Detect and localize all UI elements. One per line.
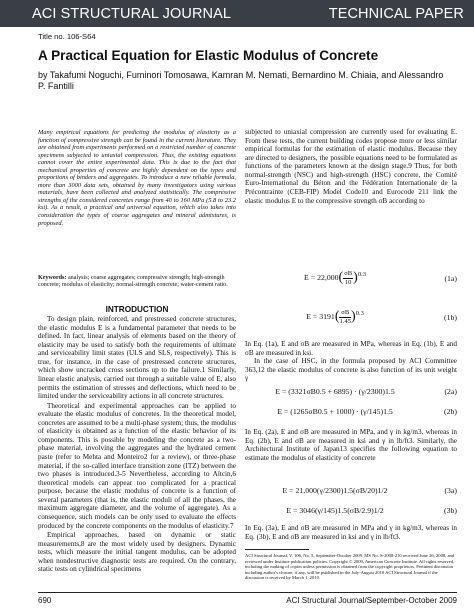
journal-banner <box>0 0 474 27</box>
footer-divider <box>38 592 457 593</box>
equation-expression: E = 22,000( $\frac{\sigma B}{10}$ )$^{0.3}$ <box>304 270 366 286</box>
equation-number: (2a) <box>444 387 457 396</box>
body-paragraph: In Eq. (3a), E and σB are measured in MPa and γ in kg/m3, whereas in Eq. (3b), E and σB are measured in ksi and γ in lb/ft3. <box>245 524 457 541</box>
footnote-divider <box>245 549 309 550</box>
right-column-text-4 <box>245 524 457 541</box>
equation-number: (3b) <box>444 506 457 515</box>
right-column-text-1 <box>245 128 457 205</box>
right-column-text-2 <box>245 340 457 383</box>
equation-number: (3a) <box>444 486 457 495</box>
intro-paragraph: Empirical approaches, based on dynamic or static measurements,8 are the most widely used by designers. Dynamic tests, which measure the initial tangent modulus, can be adopted when nondestructive diagnostic tests are required. On the contrary, static tests on cylindrical specimens <box>38 531 236 574</box>
equation-expression: E = 3191( $\frac{\sigma B}{1.45}$ )$^{0.3}$ <box>306 309 364 325</box>
intro-paragraph: Theoretical and experimental approaches can be applied to evaluate the elastic modulus of concretes. In the theoretical model, concretes are assumed to be a multi-phase system; thus, the modulus of elasticity is obtained as a function of the elastic behavior of its components. This is possible by modeling the concrete as a two-phase material, involving the aggregates and the hydrated cement paste (refer to Mehta and Monteiro2 for a review), or three-phase material, if the so-called interface transition zone (ITZ) between the two phases is introduced.3-5 Nevertheless, according to Aïtcin,6 theoretical models can appear too complicated for a practical purpose, because the elastic modulus of concrete is a function of several parameters (that is, the elastic moduli of all the phases, the maximum aggregate diameter, and the volume of aggregate). As a consequence, such models can be only used to evaluate the effects produced by the concrete components on the modulus of elasticity.7 <box>38 401 236 530</box>
body-paragraph: subjected to uniaxial compression are currently used for evaluating E. From these tests, the current building codes propose more or less similar empirical formulas for the estimation of elastic modulus. Because they are directed to designers, the possible equations need to be formulated as functions of the parameters known at the design stage.9 Thus, for both normal-strength (NSC) and high-strength (HSC) concrete, the Comité Euro-International du Béton and the Fédération Internationale de la Précontrainte (CEB-FIP) Model Code10 and Eurocode 211 link the elastic modulus E to the compressive strength σB according to <box>245 128 457 205</box>
equation-expression: E = 3046(γ/145)1.5(σB/2.9)1/2 <box>286 506 384 515</box>
right-column-text-3 <box>245 428 457 462</box>
equation-2b <box>245 407 457 419</box>
abstract: Many empirical equations for predicting the modulus of elasticity as a function of compressive strength can be found in the current literature. They are obtained from experiments performed on a restricted number of concrete specimens subjected to uniaxial compression. Thus, the existing equations cannot cover the entire experimental data. This is due to the fact that mechanical properties of concrete are highly dependent on the types and proportions of binders and aggregates. To introduce a new reliable formula, more than 3000 data sets, obtained by many investigators using various materials, have been collected and analyzed statistically. The compressive strengths of the considered concretes range from 40 to 160 MPa (5.8 to 23.2 ksi). As a result, a practical and universal equation, which also takes into consideration the types of coarse aggregates and mineral admixtures, is proposed. <box>38 129 236 227</box>
equation-2a <box>245 387 457 399</box>
introduction-body <box>38 315 236 575</box>
body-paragraph: In Eq. (1a), E and σB are measured in MPa, whereas in Eq. (1b), E and σB are measured in ksi. <box>245 340 457 357</box>
equation-3a <box>245 486 457 498</box>
introduction-heading: INTRODUCTION <box>105 305 169 314</box>
equation-number: (1b) <box>444 313 457 322</box>
keywords-text: analysis; coarse aggregates; compressive strength; high-strength concrete; modulus of elasticity; normal-strength concrete; water-cement ratio. <box>38 275 228 289</box>
journal-footer: ACI Structural Journal/September-October 2009 <box>286 596 457 605</box>
equation-number: (1a) <box>444 274 457 283</box>
banner-paper-type: TECHNICAL PAPER <box>328 5 464 22</box>
equation-expression: E = (3321σB0.5 + 6895) · (γ/2300)1.5 <box>275 387 395 396</box>
body-paragraph: In the case of HSC, in the formula proposed by ACI Committee 363,12 the elastic modulus of concrete is also function of its unit weight γ <box>245 357 457 383</box>
intro-paragraph: To design plain, reinforced, and prestressed concrete structures, the elastic modulus E is a fundamental parameter that needs to be defined. In fact, linear analysis of elements based on the theory of elasticity may be used to satisfy both the requirements of ultimate and serviceability limit states (ULS and SLS, respectively). This is true, for instance, in the case of prestressed concrete structures, which show uncracked cross sections up to the failure.1 Similarly, linear elastic analysis, carried out through a suitable value of E, also permits the estimation of stresses and deflections, which need to be limited under the serviceability actions in all concrete structures. <box>38 315 236 401</box>
title-number: Title no. 106-S64 <box>38 32 96 41</box>
author-list: by Takafumi Noguchi, Fuminori Tomosawa, Kamran M. Nemati, Bernardino M. Chiaia, and Alessandro P. Fantilli <box>38 70 444 91</box>
keywords <box>38 275 236 290</box>
body-paragraph: In Eq. (2a), E and σB are measured in MPa, and γ in kg/m3, whereas in Eq. (2b), E and σB are measured in ksi and γ in lb/ft3. Similarly, the Architectural Institute of Japan13 specifies the following equation to estimate the modulus of elasticity of concrete <box>245 428 457 462</box>
equation-expression: E = (1265σB0.5 + 1000) · (γ/145)1.5 <box>277 407 393 416</box>
equation-number: (2b) <box>444 407 457 416</box>
publication-footnote: ACI Structural Journal, V. 106, No. 5, September-October 2009. MS No. S-2008-210 received June 26, 2008, and reviewed under Institute publication policies. Copyright © 2009, American Concrete Institute. All rights reserved, including the making of copies unless permission is obtained from the copyright proprietors. Pertinent discussion including author's closure, if any, will be published in the July-August 2010 ACI Structural Journal if the discussion is received by March 1, 2010. <box>245 553 455 581</box>
paper-title: A Practical Equation for Elastic Modulus of Concrete <box>38 48 379 63</box>
page-number: 690 <box>38 596 52 605</box>
equation-1b <box>245 309 457 329</box>
equation-expression: E = 21,000(γ/2300)1.5(σB/20)1/2 <box>282 486 388 495</box>
equation-1a <box>245 270 457 290</box>
banner-journal-name: ACI STRUCTURAL JOURNAL <box>32 5 232 22</box>
equation-3b <box>245 506 457 518</box>
keywords-label: Keywords: <box>38 275 67 281</box>
